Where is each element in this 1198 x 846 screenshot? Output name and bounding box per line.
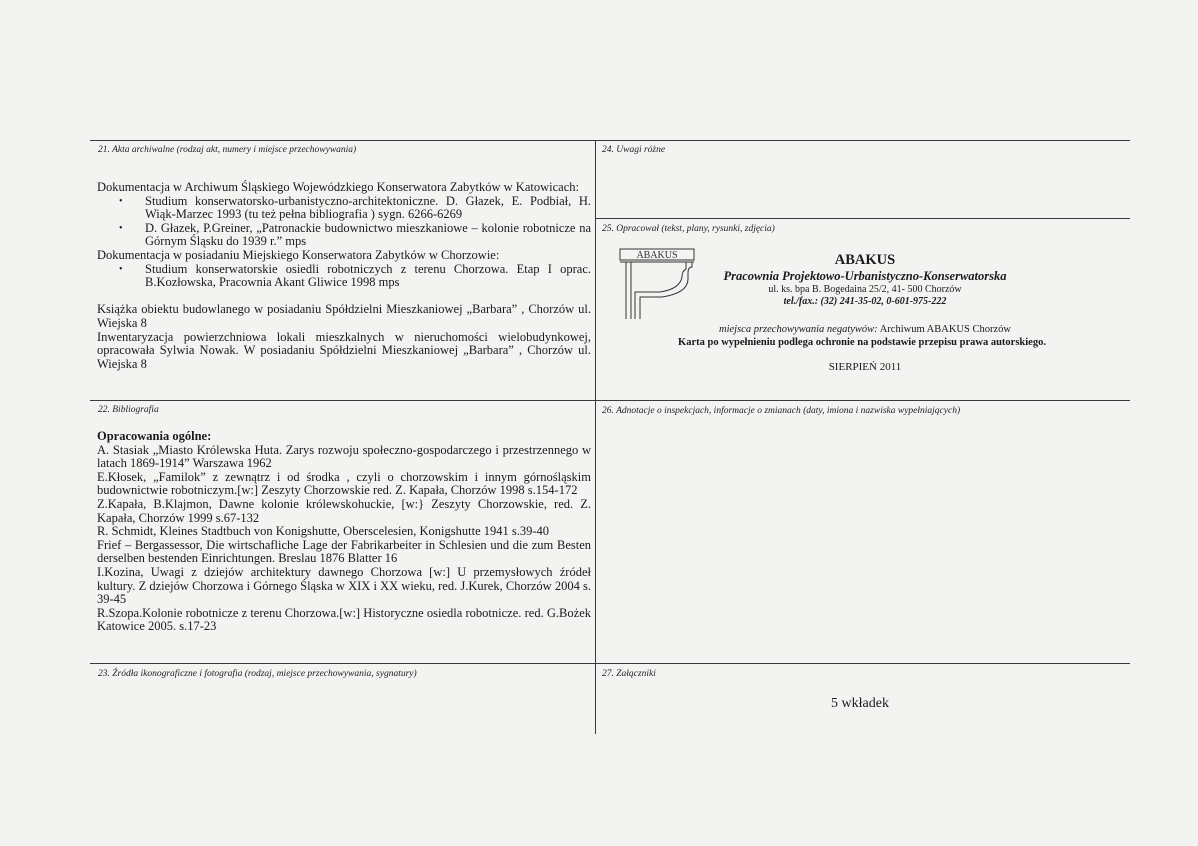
row-divider-1 bbox=[90, 400, 1130, 401]
bibliography-entry: R.Szopa.Kolonie robotnicze z terenu Chorzowa.[w:] Historyczne osiedla robotnicze. red. G.Bożek Katowice 2005. s.17-23 bbox=[97, 605, 591, 634]
section-22-content bbox=[97, 430, 591, 634]
list-item: • Studium konserwatorsko-urbanistyczno-architektoniczne. D. Głazek, E. Podbiał, H. Wiąk-Marzec 1993 (tu też pełna bibliografia ) sygn. 6266-6269 bbox=[97, 195, 591, 222]
section-21-label: 21. Akta archiwalne (rodzaj akt, numery i miejsce przechowywania) bbox=[98, 145, 357, 155]
bibliography-entry: R. Schmidt, Kleines Stadtbuch von Konigshutte, Oberscelesien, Konigshutte 1941 s.39-40 bbox=[97, 524, 550, 539]
row-divider-2 bbox=[90, 663, 1130, 664]
list-item: • Studium konserwatorskie osiedli robotniczych z terenu Chorzowa. Etap I oprac. B.Kozłowska, Pracownia Akant Gliwice 1998 mps bbox=[97, 263, 591, 290]
akta-para-2: Dokumentacja w posiadaniu Miejskiego Konserwatora Zabytków w Chorzowie: bbox=[97, 247, 500, 262]
bibliography-entry: A. Stasiak „Miasto Królewska Huta. Zarys rozwoju społeczno-gospodarczego i przestrzennego w latach 1869-1914” Warszawa 1962 bbox=[97, 442, 591, 471]
bibliography-heading: Opracowania ogólne: bbox=[97, 429, 212, 443]
bibliography-entry: E.Kłosek, „Familok” z zewnątrz i od środka , czyli o chorzowskim i innym górnośląskim budownictwie robotniczym.[w:] Zeszyty Chorzowskie red. Z. Kapała, Chorzów 1998 s.154-172 bbox=[97, 469, 591, 498]
negatives-value: Archiwum ABAKUS Chorzów bbox=[879, 324, 1011, 335]
akta-para-1: Dokumentacja w Archiwum Śląskiego Wojewódzkiego Konserwatora Zabytków w Katowicach: bbox=[97, 180, 579, 194]
section-25-label: 25. Opracował (tekst, plany, rysunki, zdjęcia) bbox=[602, 224, 775, 234]
right-divider-24-25 bbox=[595, 218, 1130, 219]
section-21-content bbox=[97, 181, 591, 371]
akta-list-1 bbox=[97, 195, 591, 249]
section-22-label: 22. Bibliografia bbox=[98, 405, 159, 415]
document-date: SIERPIEŃ 2011 bbox=[828, 361, 902, 373]
company-address: ul. ks. bpa B. Bogedaina 25/2, 41- 500 Chorzów bbox=[768, 284, 962, 295]
section-26-label: 26. Adnotacje o inspekcjach, informacje o zmianach (daty, imiona i nazwiska wypełniających) bbox=[602, 406, 961, 416]
top-border-line bbox=[90, 140, 1130, 141]
copyright-notice: Karta po wypełnieniu podlega ochronie na podstawie przepisu prawa autorskiego. bbox=[678, 337, 1046, 348]
bibliography-entry: I.Kozina, Uwagi z dziejów architektury dawnego Chorzowa [w:] U przemysłowych źródeł kultury. Z dziejów Chorzowa i Górnego Śląska w XIX i XX wieku, red. J.Kurek, Chorzów 2004 s. 39-45 bbox=[97, 564, 591, 607]
company-subtitle: Pracownia Projektowo-Urbanistyczno-Konserwatorska bbox=[723, 269, 1007, 283]
akta-para-3: Książka obiektu budowlanego w posiadaniu Spółdzielni Mieszkaniowej „Barbara” , Chorzów ul. Wiejska 8 bbox=[97, 302, 591, 330]
negatives-line bbox=[700, 324, 1030, 335]
negatives-label: miejsca przechowywania negatywów: bbox=[719, 324, 878, 335]
company-block bbox=[700, 252, 1030, 308]
section-27-label: 27. Załączniki bbox=[602, 669, 656, 679]
akta-list-2 bbox=[97, 263, 591, 290]
company-name: ABAKUS bbox=[834, 252, 896, 268]
akta-para-4: Inwentaryzacja powierzchniowa lokali mieszkalnych w nieruchomości wielobudynkowej, opracowała Sylwia Nowak. W posiadaniu Spółdzielni Mieszkaniowej „Barbara” , Chorzów ul. Wiejska 8 bbox=[97, 329, 591, 371]
section-24-label: 24. Uwagi różne bbox=[602, 145, 666, 155]
svg-text:ABAKUS: ABAKUS bbox=[636, 250, 678, 261]
column-divider bbox=[595, 140, 596, 734]
section-23-label: 23. Źródła ikonograficzne i fotografia (rodzaj, miejsce przechowywania, sygnatury) bbox=[98, 669, 417, 679]
list-item: • D. Głazek, P.Greiner, „Patronackie budownictwo mieszkaniowe – kolonie robotnicze na Górnym Śląsku do 1939 r.” mps bbox=[97, 222, 591, 249]
attachments-value: 5 wkładek bbox=[831, 696, 889, 711]
company-phone: tel./fax.: (32) 241-35-02, 0-601-975-222 bbox=[783, 296, 947, 307]
abakus-logo bbox=[618, 247, 698, 323]
bibliography-entry: Z.Kapała, B.Klajmon, Dawne kolonie królewskohuckie, [w:} Zeszyty Chorzowskie, red. Z. Kapała, Chorzów 1999 s.67-132 bbox=[97, 496, 591, 525]
bibliography-entry: Frief – Bergassessor, Die wirtschafliche Lage der Fabrikarbeiter in Schlesien und die zum Besten derselben bestenden Einrichtungen. Breslau 1876 Blatter 16 bbox=[97, 537, 591, 566]
